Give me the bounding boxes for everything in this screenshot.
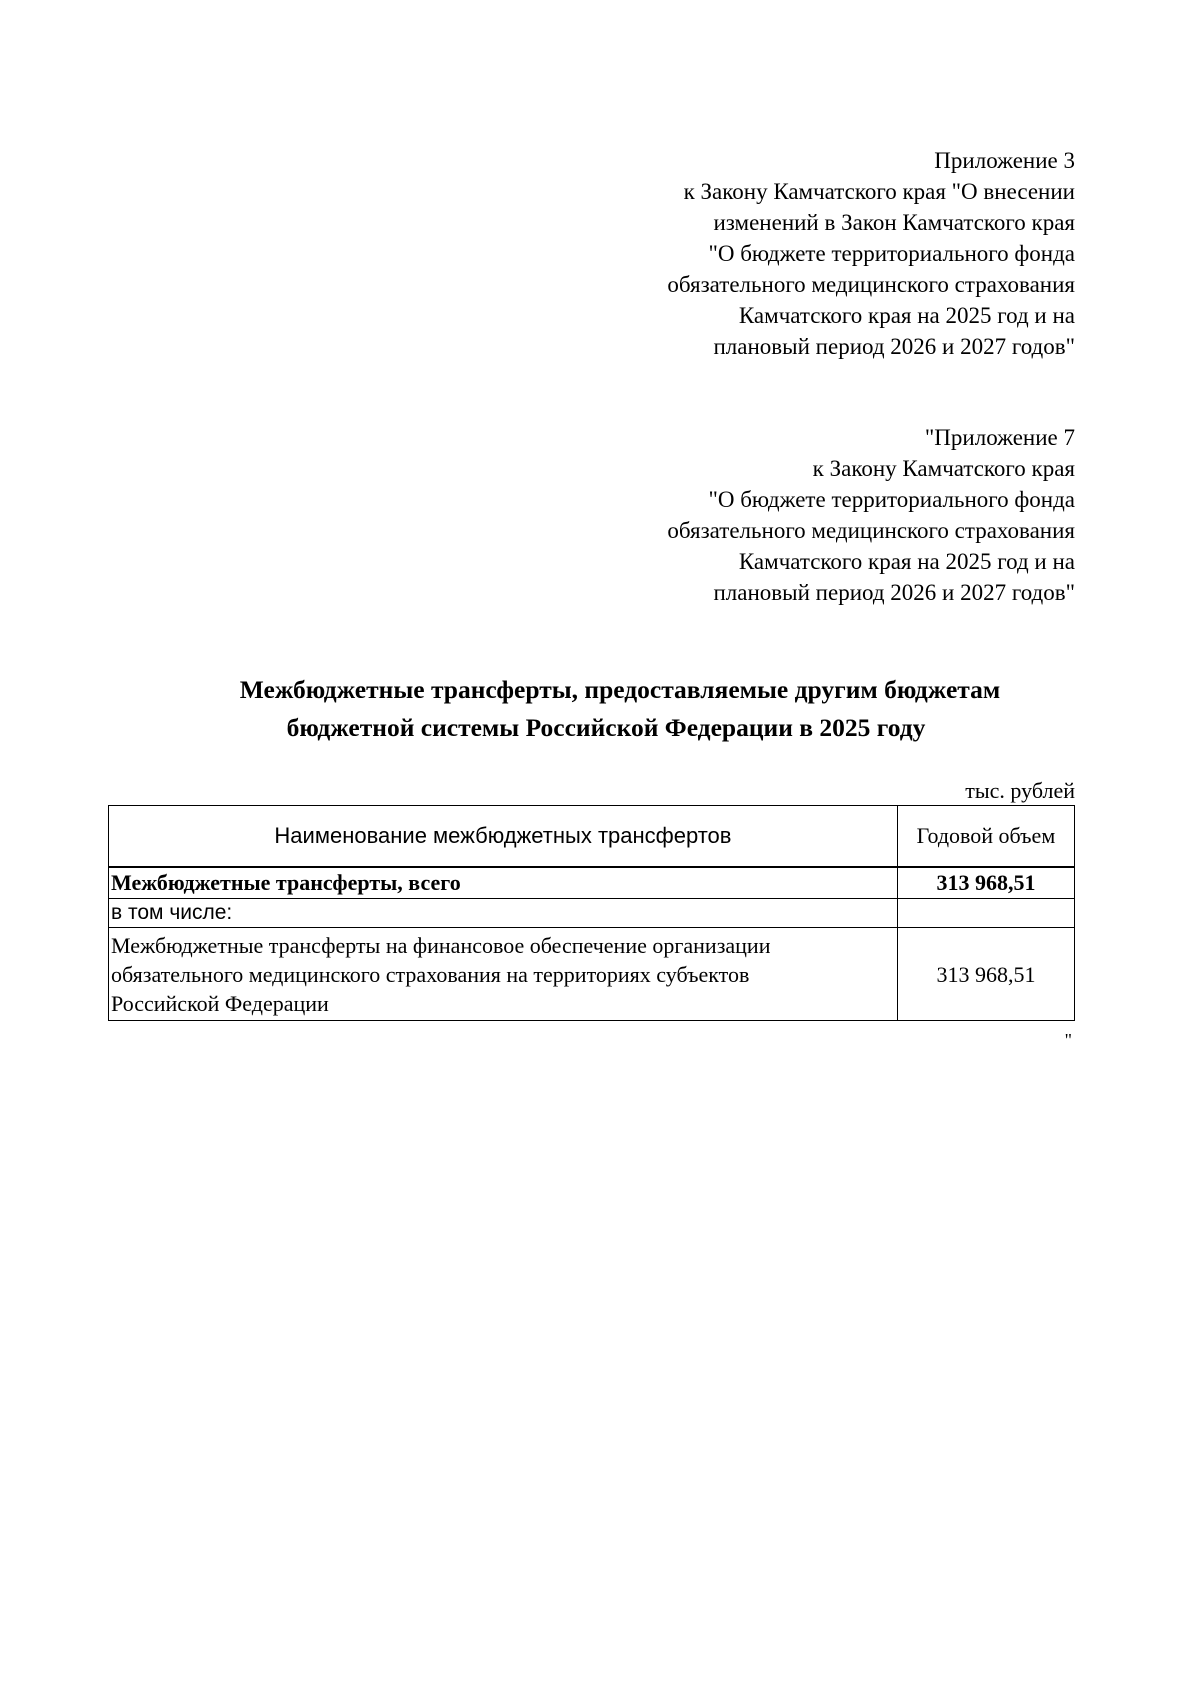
annex-7-line: Камчатского края на 2025 год и на <box>738 549 1075 574</box>
row-item-name-line: Российской Федерации <box>111 990 329 1016</box>
table-row <box>109 867 1075 899</box>
annex-3-header <box>667 145 1075 362</box>
table-row <box>109 899 1075 928</box>
document-title <box>0 671 1200 747</box>
row-including-name: в том числе: <box>109 899 898 928</box>
units-label <box>965 778 1075 804</box>
closing-quote: " <box>1064 1030 1072 1050</box>
row-item-name-line: обязательного медицинского страхования на территориях субъектов <box>111 961 750 987</box>
annex-3-line: Приложение 3 <box>934 148 1075 173</box>
row-item-volume: 313 968,51 <box>897 928 1074 1021</box>
annex-7-header <box>667 422 1075 608</box>
table-header-row <box>109 806 1075 868</box>
annex-3-line: плановый период 2026 и 2027 годов" <box>713 334 1075 359</box>
row-including-volume <box>897 899 1074 928</box>
header-name: Наименование межбюджетных трансфертов <box>109 806 898 868</box>
table-row <box>109 928 1075 1021</box>
annex-3-line: к Закону Камчатского края "О внесении <box>683 179 1075 204</box>
row-total-volume: 313 968,51 <box>897 867 1074 899</box>
document-title-line-2: бюджетной системы Российской Федерации в 2025 году <box>286 713 926 742</box>
units-text: тыс. рублей <box>965 778 1075 803</box>
annex-3-line: Камчатского края на 2025 год и на <box>738 303 1075 328</box>
row-item-name <box>109 928 898 1021</box>
annex-3-line: изменений в Закон Камчатского края <box>713 210 1075 235</box>
annex-7-line: обязательного медицинского страхования <box>667 518 1075 543</box>
annex-3-line: "О бюджете территориального фонда <box>708 241 1075 266</box>
annex-7-line: к Закону Камчатского края <box>812 456 1075 481</box>
transfers-table <box>108 805 1075 1021</box>
header-volume: Годовой объем <box>897 806 1074 868</box>
annex-7-line: "О бюджете территориального фонда <box>708 487 1075 512</box>
annex-3-line: обязательного медицинского страхования <box>667 272 1075 297</box>
annex-7-line: плановый период 2026 и 2027 годов" <box>713 580 1075 605</box>
annex-7-line: "Приложение 7 <box>924 425 1075 450</box>
document-title-line-1: Межбюджетные трансферты, предоставляемые другим бюджетам <box>239 675 1001 704</box>
row-item-name-line: Межбюджетные трансферты на финансовое обеспечение организации <box>111 932 771 958</box>
row-total-name: Межбюджетные трансферты, всего <box>109 867 898 899</box>
